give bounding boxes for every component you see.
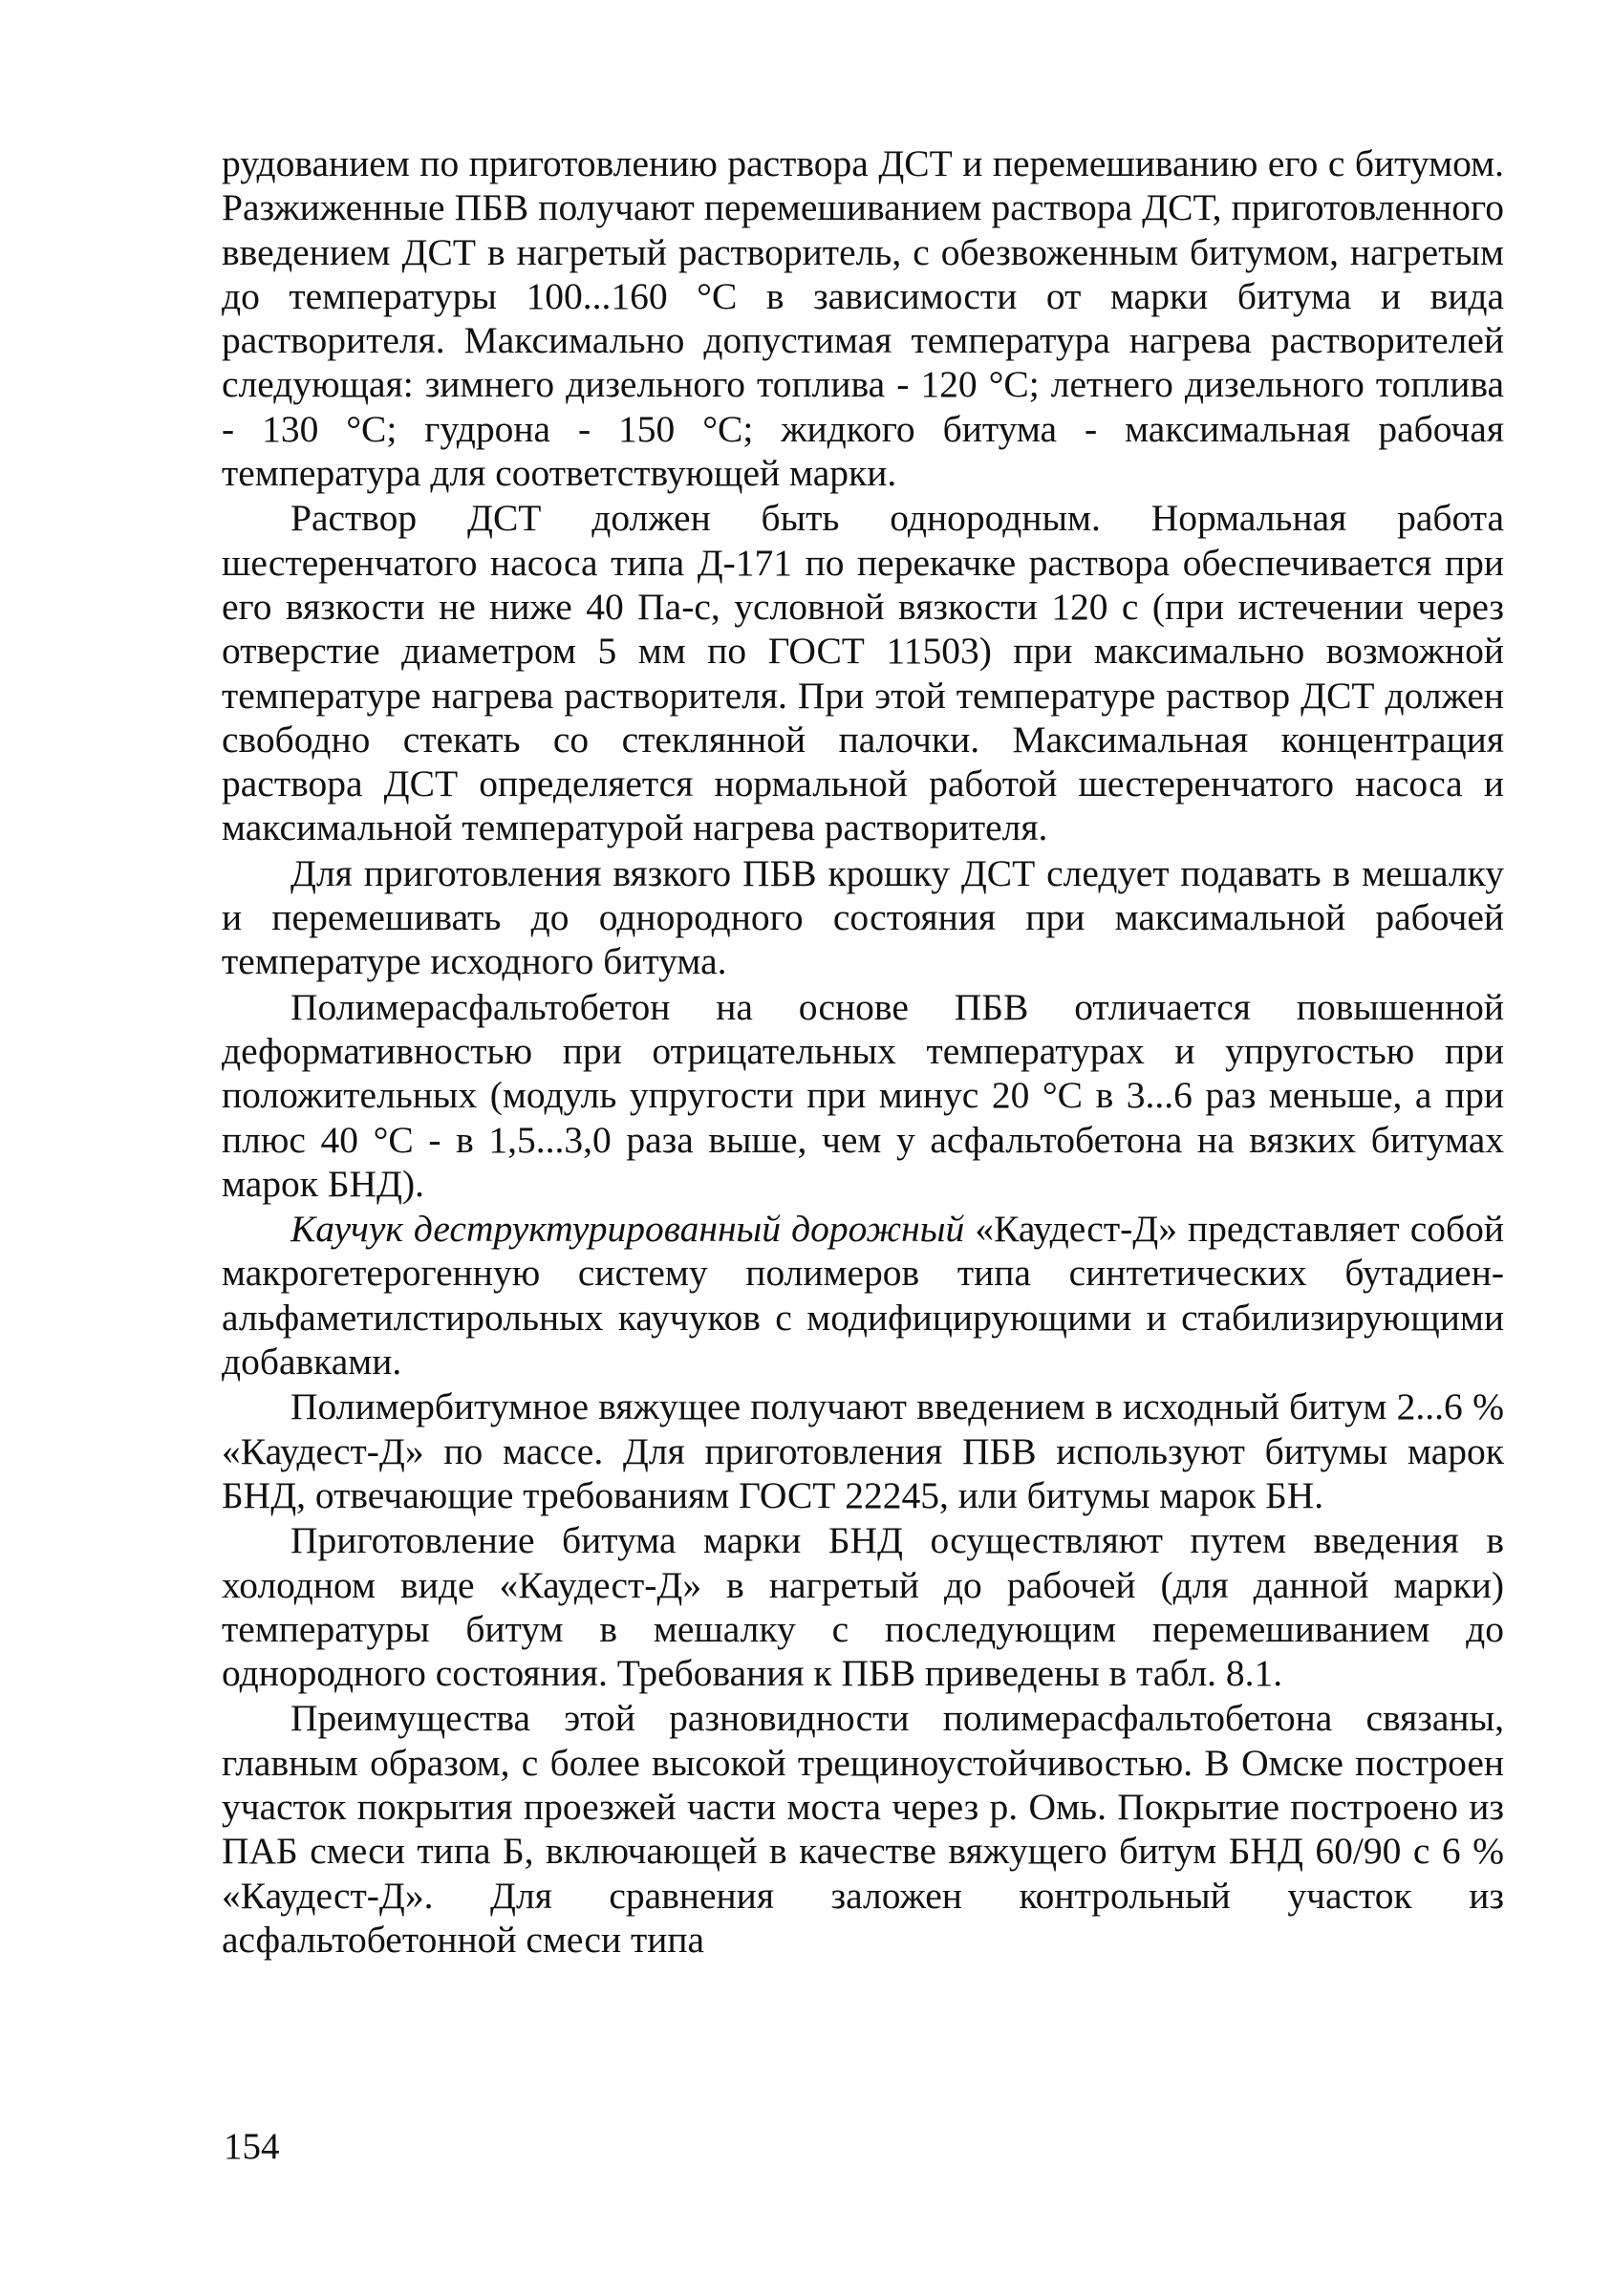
- paragraph-8: Преимущества этой разновидности полимерасфальтобетона связаны, главным образом, с более высокой трещиноустойчивостью. В Омске построен участок покрытия проезжей части моста через р. Омь. Покрытие построено из ПАБ смеси типа Б, включающей в качестве вяжущего битум БНД 60/90 с 6 % «Каудест-Д». Для сравнения заложен контрольный участок из асфальтобетонной смеси типа: [222, 1697, 1504, 1961]
- page-body: [222, 141, 1504, 1962]
- paragraph-5-text: «Каудест-Д» представляет собой макрогетерогенную систему полимеров типа синтетических бутадиен-альфаметилстирольных каучуков с модифицирующими и стабилизирующими добавками.: [222, 1208, 1504, 1384]
- paragraph-4: Полимерасфальтобетон на основе ПБВ отличается повышенной деформативностью при отрицательных температурах и упругостью при положительных (модуль упругости при минус 20 °С в 3...6 раз меньше, а при плюс 40 °С - в 1,5...3,0 раза выше, чем у асфальтобетона на вязких битумах марок БНД).: [222, 985, 1504, 1205]
- paragraph-1: рудованием по приготовлению раствора ДСТ и перемешиванию его с битумом. Разжиженные ПБВ получают перемешиванием раствора ДСТ, приготовленного введением ДСТ в нагретый растворитель, с обезвоженным битумом, нагретым до температуры 100...160 °С в зависимости от марки битума и вида растворителя. Максимально допустимая температура нагрева растворителей следующая: зимнего дизельного топлива - 120 °С; летнего дизельного топлива - 130 °С; гудрона - 150 °С; жидкого битума - максимальная рабочая температура для соответствующей марки.: [222, 142, 1504, 495]
- paragraph-5: [222, 1207, 1504, 1384]
- paragraph-6: Полимербитумное вяжущее получают введением в исходный битум 2...6 % «Каудест-Д» по массе. Для приготовления ПБВ используют битумы марок БНД, отвечающие требованиям ГОСТ 22245, или битумы марок БН.: [222, 1385, 1504, 1516]
- paragraph-3: Для приготовления вязкого ПБВ крошку ДСТ следует подавать в мешалку и перемешивать до однородного состояния при максимальной рабочей температуре исходного битума.: [222, 851, 1504, 983]
- page-number: 154: [224, 2126, 280, 2167]
- paragraph-7: Приготовление битума марки БНД осуществляют путем введения в холодном виде «Каудест-Д» в нагретый до рабочей (для данной марки) температуры битум в мешалку с последующим перемешиванием до однородного состояния. Требования к ПБВ приведены в табл. 8.1.: [222, 1519, 1504, 1695]
- paragraph-2: Раствор ДСТ должен быть однородным. Нормальная работа шестеренчатого насоса типа Д-171 по перекачке раствора обеспечивается при его вязкости не ниже 40 Па-с, условной вязкости 120 с (при истечении через отверстие диаметром 5 мм по ГОСТ 11503) при максимально возможной температуре нагрева растворителя. При этой температуре раствор ДСТ должен свободно стекать со стеклянной палочки. Максимальная концентрация раствора ДСТ определяется нормальной работой шестеренчатого насоса и максимальной температурой нагрева растворителя.: [222, 497, 1504, 849]
- paragraph-5-italic-term: Каучук деструктурированный дорожный: [290, 1208, 965, 1251]
